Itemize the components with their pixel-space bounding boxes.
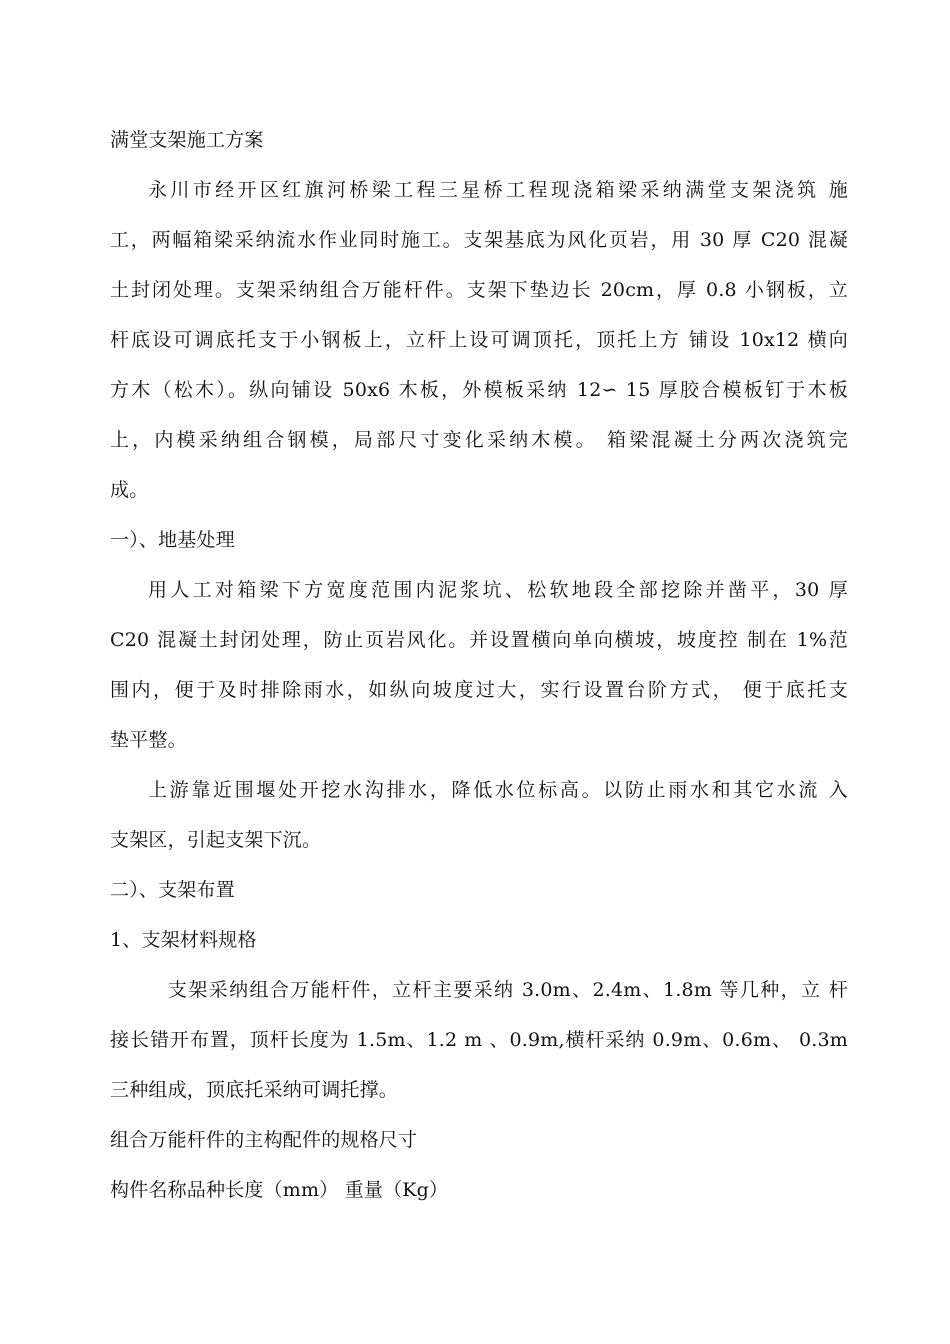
intro-line: 成。 <box>110 479 149 501</box>
section-heading: 二）、支架布置 <box>110 879 235 901</box>
section-heading: 一）、地基处理 <box>110 529 235 551</box>
table-header: 构件名称品种长度（mm） 重量（Kg） <box>110 1179 449 1201</box>
paragraph-line: 垫平整。 <box>110 729 187 751</box>
table-caption: 组合万能杆件的主构配件的规格尺寸 <box>110 1129 418 1151</box>
intro-line: 土封闭处理。支架采纳组合万能杆件。支架下垫边长 20cm，厚 0.8 小钢板，立 <box>110 279 848 301</box>
paragraph-line: 支架区，引起支架下沉。 <box>110 829 322 851</box>
paragraph-line: 三种组成，顶底托采纳可调托撑。 <box>110 1079 399 1101</box>
paragraph-line: 接长错开布置，顶杆长度为 1.5m、1.2 m 、0.9m,横杆采纳 0.9m、0.6m、 0.3m <box>110 1029 848 1051</box>
intro-line: 杆底设可调底托支于小钢板上，立杆上设可调顶托，顶托上方 铺设 10x12 横向 <box>110 329 848 351</box>
paragraph-line: 围内，便于及时排除雨水，如纵向坡度过大，实行设置台阶方式， 便于底托支 <box>110 679 848 701</box>
subsection-heading: 1、支架材料规格 <box>110 929 257 951</box>
intro-line: 上，内模采纳组合钢模，局部尺寸变化采纳木模。 箱梁混凝土分两次浇筑完 <box>110 429 848 451</box>
intro-line: 永川市经开区红旗河桥梁工程三星桥工程现浇箱梁采纳满堂支架浇筑 施 <box>148 179 848 201</box>
intro-line: 方木（松木）。纵向铺设 50x6 木板，外模板采纳 12∽ 15 厚胶合模板钉于木板 <box>110 379 848 401</box>
document-title: 满堂支架施工方案 <box>110 129 264 151</box>
intro-line: 工，两幅箱梁采纳流水作业同时施工。支架基底为风化页岩，用 30 厚 C20 混凝 <box>110 229 848 251</box>
paragraph-line: 上游靠近围堰处开挖水沟排水，降低水位标高。以防止雨水和其它水流 入 <box>148 779 848 801</box>
paragraph-line: 支架采纳组合万能杆件，立杆主要采纳 3.0m、2.4m、1.8m 等几种，立 杆 <box>168 979 848 1001</box>
paragraph-line: 用人工对箱梁下方宽度范围内泥浆坑、松软地段全部挖除并凿平，30 厚 <box>148 579 848 601</box>
paragraph-line: C20 混凝土封闭处理，防止页岩风化。并设置横向单向横坡，坡度控 制在 1%范 <box>110 629 848 651</box>
